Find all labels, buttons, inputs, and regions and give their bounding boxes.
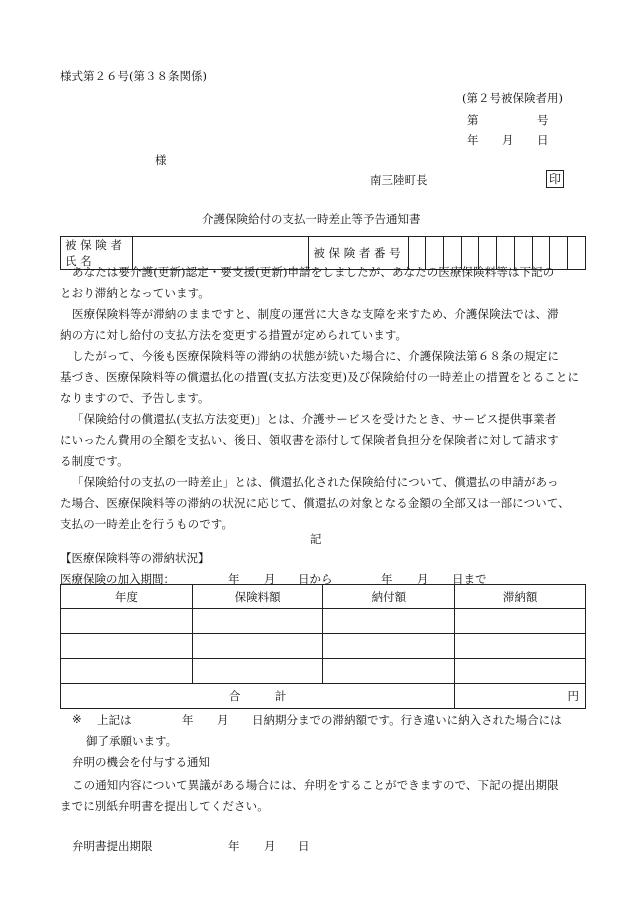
table-cell[interactable] bbox=[455, 659, 586, 684]
period-to-year: 年 bbox=[381, 572, 393, 586]
paragraph-line: あなたは要介護(更新)認定・要支援(更新)申請をしましたが、あなたの医療保険料等は下記の bbox=[72, 265, 555, 279]
deadline-label: 弁明書提出期限 bbox=[72, 839, 153, 853]
table-cell[interactable] bbox=[323, 659, 455, 684]
paragraph-line: 納の方に対し給付の支払方法を変更する措置が定められています。 bbox=[60, 328, 408, 342]
doc-no-suffix: 号 bbox=[537, 113, 549, 127]
total-amount[interactable] bbox=[455, 684, 586, 709]
insured-type: (第２号被保険者用) bbox=[462, 91, 563, 105]
table-cell[interactable] bbox=[323, 634, 455, 659]
paragraph-line: までに別紙弁明書を提出してください。 bbox=[60, 799, 269, 813]
notice-heading: 弁明の機会を付与する通知 bbox=[72, 755, 210, 769]
period-from-year: 年 bbox=[228, 572, 240, 586]
body-paragraph bbox=[60, 346, 580, 409]
paragraph-line: この通知内容について異議がある場合には、弁明をすることができますので、下記の提出期限 bbox=[72, 778, 559, 792]
note-mark: ※ bbox=[72, 712, 82, 726]
note-year: 年 bbox=[182, 713, 194, 727]
table-cell[interactable] bbox=[455, 634, 586, 659]
total-row bbox=[61, 684, 586, 709]
body-paragraph bbox=[60, 472, 580, 535]
paragraph-line: 基づき、医療保険料等の償還払化の措置(支払方法変更)及び保険給付の一時差止の措置をとることに bbox=[60, 370, 580, 384]
issuer: 南三陸町長 bbox=[370, 173, 428, 187]
paragraph-line: したがって、今後も医療保険料等の滞納の状態が続いた場合に、介護保険法第６８条の規定に bbox=[72, 349, 559, 363]
note-text-end: 日納期分までの滞納額です。行き違いに納入された場合には bbox=[252, 713, 562, 727]
table-cell[interactable] bbox=[61, 634, 193, 659]
table-row bbox=[61, 634, 586, 659]
notice-paragraph bbox=[60, 775, 580, 817]
total-unit: 円 bbox=[567, 689, 579, 703]
period-from-day: 日から bbox=[298, 572, 333, 586]
section-title: 【医療保険料等の滞納状況】 bbox=[60, 551, 210, 565]
addressee-suffix: 様 bbox=[155, 153, 167, 167]
paragraph-line: とおり滞納となっています。 bbox=[60, 286, 210, 300]
table-cell[interactable] bbox=[61, 609, 193, 634]
deadline-day: 日 bbox=[298, 839, 310, 853]
date-year: 年 bbox=[467, 133, 479, 147]
paragraph-line: なりますので、予告します。 bbox=[60, 391, 210, 405]
header-paid: 納付額 bbox=[323, 585, 455, 609]
table-cell[interactable] bbox=[455, 609, 586, 634]
header-fiscal-year: 年度 bbox=[61, 585, 193, 609]
table-cell[interactable] bbox=[323, 609, 455, 634]
deadline-month: 月 bbox=[264, 839, 276, 853]
name-label: 被 保 険 者 氏 名 bbox=[61, 237, 133, 270]
table-cell[interactable] bbox=[61, 659, 193, 684]
body-paragraph bbox=[60, 409, 580, 472]
document-title: 介護保険給付の支払一時差止等予告通知書 bbox=[202, 212, 421, 226]
table-cell[interactable] bbox=[192, 609, 323, 634]
form-number: 様式第２６号(第３８条関係) bbox=[60, 69, 207, 83]
paragraph-line: 「保険給付の償還払(支払方法変更)」とは、介護サービスを受けたとき、サービス提供事業者 bbox=[72, 412, 557, 426]
note-month: 月 bbox=[217, 713, 229, 727]
period-to-month: 月 bbox=[417, 572, 429, 586]
doc-no-prefix: 第 bbox=[467, 113, 479, 127]
paragraph-line: 医療保険料等が滞納のままですと、制度の運営に大きな支障を来すため、介護保険法では、滞 bbox=[72, 307, 559, 321]
date-month: 月 bbox=[502, 133, 514, 147]
table-cell[interactable] bbox=[192, 634, 323, 659]
header-premium: 保険料額 bbox=[192, 585, 323, 609]
table-cell[interactable] bbox=[192, 659, 323, 684]
note-text-start: 上記は bbox=[97, 713, 132, 727]
paragraph-line: にいったん費用の全額を支払い、後日、領収書を添付して保険者負担分を保険者に対して請求す bbox=[60, 433, 559, 447]
table-row bbox=[61, 609, 586, 634]
period-to-day: 日まで bbox=[452, 572, 487, 586]
paragraph-line: る制度です。 bbox=[60, 454, 129, 468]
table-row bbox=[61, 659, 586, 684]
deadline-year: 年 bbox=[228, 839, 240, 853]
total-label: 合 計 bbox=[61, 684, 455, 709]
period-label: 医療保険の加入期間： bbox=[60, 572, 175, 586]
period-from-month: 月 bbox=[264, 572, 276, 586]
number-label: 被 保 険 者 番 号 bbox=[309, 237, 408, 270]
date-day: 日 bbox=[537, 133, 549, 147]
paragraph-line: た場合、医療保険料等の滞納の状況に応じて、償還払の対象となる金額の全部又は一部について、 bbox=[60, 496, 570, 510]
note-text-cont: 御了承願います。 bbox=[86, 734, 178, 748]
ki-mark: 記 bbox=[310, 532, 322, 546]
arrears-table bbox=[60, 584, 586, 709]
body-paragraph bbox=[60, 262, 580, 304]
header-arrears: 滞納額 bbox=[455, 585, 586, 609]
paragraph-line: 支払の一時差止を行うものです。 bbox=[60, 517, 234, 531]
seal-mark: 印 bbox=[546, 170, 564, 188]
body-paragraph bbox=[60, 304, 580, 346]
paragraph-line: 「保険給付の支払の一時差止」とは、償還払化された保険給付について、償還払の申請があっ bbox=[72, 475, 559, 489]
